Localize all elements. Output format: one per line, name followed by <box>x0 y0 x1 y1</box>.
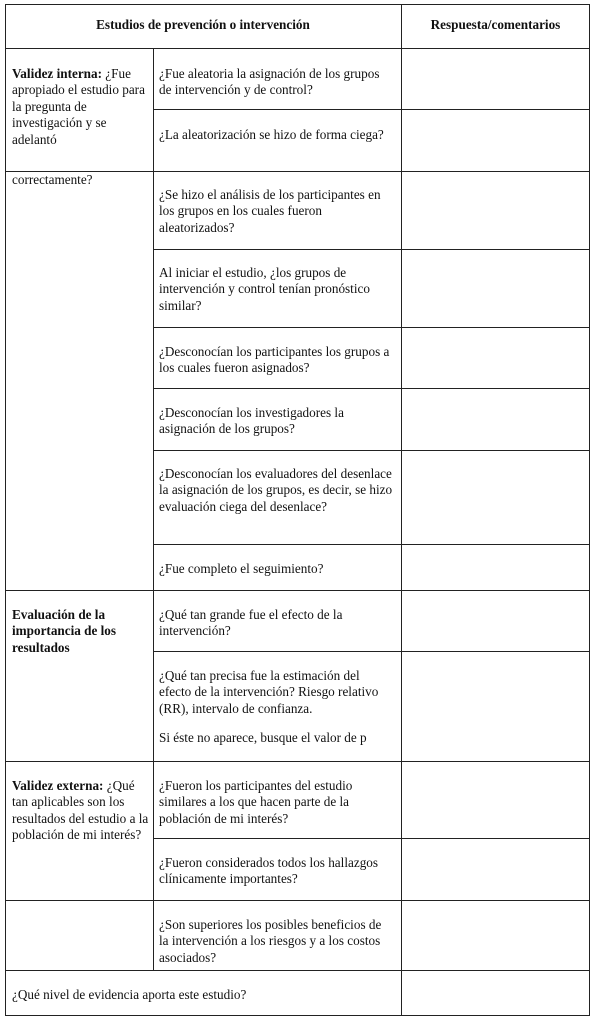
question-item: Al iniciar el estudio, ¿los grupos de intervención y control tenían pronóstico similar? <box>159 265 370 313</box>
question-item: ¿Desconocían los participantes los grupos a los cuales fueron asignados? <box>159 344 390 376</box>
answer-cell[interactable] <box>402 451 589 544</box>
question-item: ¿Qué tan precisa fue la estimación del efecto de la intervención? Riesgo relativo (RR), intervalo de confianza. <box>159 668 379 716</box>
answer-cell[interactable] <box>402 110 589 171</box>
section-label: Validez externa: <box>12 778 104 793</box>
section-label: Validez interna: <box>12 66 102 81</box>
section-question: ¿Qué tan aplicables son los resultados del estudio a la población de mi interés? <box>12 778 149 843</box>
question-item: ¿Qué tan grande fue el efecto de la intervención? <box>159 607 343 639</box>
section-internal-validity <box>12 66 147 148</box>
question-item: ¿Fue completo el seguimiento? <box>159 561 324 576</box>
question-item: ¿Fue aleatoria la asignación de los grupos de intervención y de control? <box>159 66 380 98</box>
question-item: ¿Fueron considerados todos los hallazgos clínicamente importantes? <box>159 855 379 887</box>
answer-cell[interactable] <box>402 49 589 109</box>
answer-cell[interactable] <box>402 591 589 651</box>
answer-cell[interactable] <box>402 389 589 450</box>
table-border-bottom <box>5 1015 590 1016</box>
answer-cell[interactable] <box>402 250 589 327</box>
table-border-left <box>5 4 6 1016</box>
header-responses: Respuesta/comentarios <box>430 17 561 32</box>
question-item: ¿Son superiores los posibles beneficios de la intervención a los riesgos y a los costos asociados? <box>159 917 382 965</box>
section-question: ¿Fue apropiado el estudio para la pregunta de investigación y se adelantó <box>12 66 145 147</box>
section-importance: Evaluación de la importancia de los resultados <box>12 607 117 655</box>
answer-cell[interactable] <box>402 839 589 900</box>
column-rule <box>153 48 154 970</box>
answer-cell[interactable] <box>402 545 589 590</box>
question-item: ¿Desconocían los investigadores la asignación de los grupos? <box>159 405 344 437</box>
answer-cell[interactable] <box>402 328 589 388</box>
question-item: ¿Se hizo el análisis de los participantes en los grupos en los cuales fueron aleatorizados? <box>159 187 381 235</box>
answer-cell[interactable] <box>402 652 589 761</box>
question-note: Si éste no aparece, busque el valor de p <box>159 730 367 745</box>
question-item: ¿La aleatorización se hizo de forma ciega? <box>159 127 384 142</box>
section-continuation: correctamente? <box>12 172 93 187</box>
answer-cell[interactable] <box>402 971 589 1015</box>
final-question: ¿Qué nivel de evidencia aporta este estudio? <box>12 987 247 1002</box>
header-studies: Estudios de prevención o intervención <box>96 17 310 32</box>
question-item: ¿Fueron los participantes del estudio similares a los que hacen parte de la población de mi interés? <box>159 778 353 826</box>
answer-cell[interactable] <box>402 172 589 249</box>
question-item: ¿Desconocían los evaluadores del desenlace la asignación de los grupos, es decir, se hizo evaluación ciega del desenlace? <box>159 466 393 514</box>
evaluation-table <box>5 4 590 1016</box>
answer-cell[interactable] <box>402 901 589 970</box>
table-border-right <box>589 4 590 1016</box>
table-border-top <box>5 4 590 5</box>
answer-cell[interactable] <box>402 762 589 838</box>
section-external-validity <box>12 778 149 844</box>
